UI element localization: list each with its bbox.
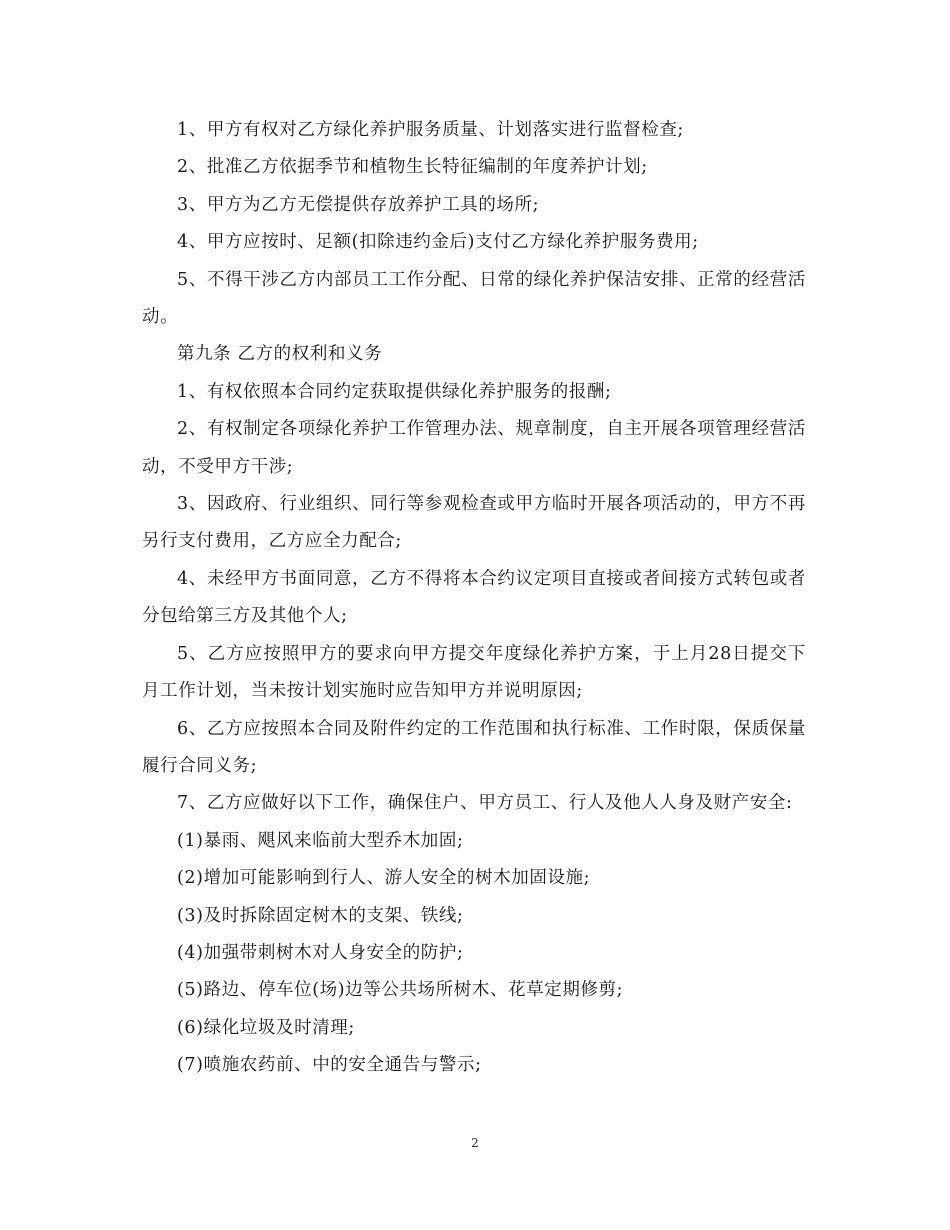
clause-paragraph: 1、甲方有权对乙方绿化养护服务质量、计划落实进行监督检查; bbox=[177, 120, 684, 140]
sub-item: (4)加强带刺树木对人身安全的防护; bbox=[177, 942, 464, 963]
clause-paragraph: 1、有权依照本合同约定获取提供绿化养护服务的报酬; bbox=[177, 381, 612, 402]
clause-paragraph: 7、乙方应做好以下工作，确保住户、甲方员工、行人及他人人身及财产安全: bbox=[177, 793, 793, 814]
sub-item: (3)及时拆除固定树木的支架、铁线; bbox=[177, 905, 464, 926]
section-heading: 第九条 乙方的权利和义务 bbox=[177, 344, 383, 365]
document-body bbox=[142, 112, 806, 1085]
clause-paragraph: 2、有权制定各项绿化养护工作管理办法、规章制度，自主开展各项管理经营活动，不受甲方干涉; bbox=[142, 419, 806, 477]
clause-paragraph: 4、未经甲方书面同意，乙方不得将本合约议定项目直接或者间接方式转包或者分包给第三方及其他个人; bbox=[142, 568, 806, 627]
sub-item: (2)增加可能影响到行人、游人安全的树木加固设施; bbox=[177, 868, 591, 889]
sub-item: (6)绿化垃圾及时清理; bbox=[177, 1017, 355, 1038]
clause-paragraph: 4、甲方应按时、足额(扣除违约金后)支付乙方绿化养护服务费用; bbox=[177, 232, 699, 253]
clause-paragraph: 5、不得干涉乙方内部员工工作分配、日常的绿化养护保洁安排、正常的经营活动。 bbox=[142, 269, 806, 328]
clause-paragraph: 6、乙方应按照本合同及附件约定的工作范围和执行标准、工作时限，保质保量履行合同义务; bbox=[142, 718, 806, 776]
clause-paragraph: 3、甲方为乙方无偿提供存放养护工具的场所; bbox=[177, 194, 540, 215]
page-number: 2 bbox=[471, 1136, 479, 1150]
sub-item: (5)路边、停车位(场)边等公共场所树木、花草定期修剪; bbox=[177, 980, 624, 1001]
clause-paragraph: 3、因政府、行业组织、同行等参观检查或甲方临时开展各项活动的，甲方不再另行支付费用，乙方应全力配合; bbox=[142, 494, 806, 552]
sub-item: (1)暴雨、飓风来临前大型乔木加固; bbox=[177, 830, 464, 851]
clause-paragraph: 5、乙方应按照甲方的要求向甲方提交年度绿化养护方案，于上月28日提交下月工作计划，当未按计划实施时应告知甲方并说明原因; bbox=[142, 643, 806, 702]
sub-item: (7)喷施农药前、中的安全通告与警示; bbox=[177, 1055, 482, 1076]
clause-paragraph: 2、批准乙方依据季节和植物生长特征编制的年度养护计划; bbox=[177, 157, 648, 178]
